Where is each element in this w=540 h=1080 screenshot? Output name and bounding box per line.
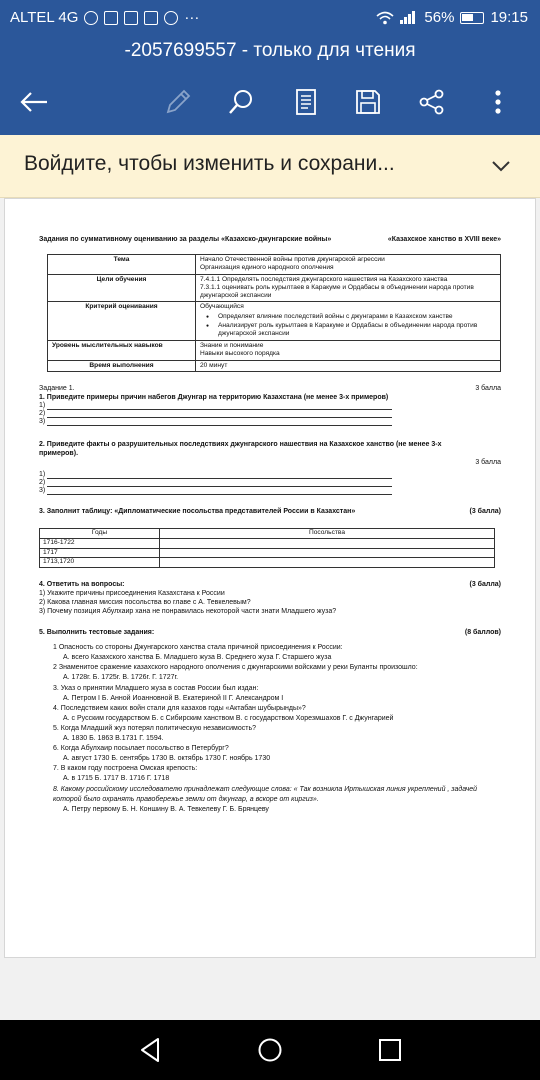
instagram-icon [144, 11, 158, 25]
task-4-score: (3 балла) [469, 580, 501, 588]
document-title: -2057699557 - только для чтения [0, 36, 540, 68]
criteria-label: Критерий оценивания [48, 302, 196, 341]
task-1-score: 3 балла [475, 384, 501, 392]
test-list: 1 Опасность со стороны Джунгарского ханства стала причиной присоединения к России: А. всего Казахского ханства Б. Младшего жуза В. Среднего жуза Г. Старшего жуза 2 Знаменитое сражение казахского народного ополчения с джунгарскими войсками у реки Буланты произошло: А. 1728г. Б. 1725г. В. 1726г. Г. 1727г. 3. Указ о принятии Младшего жуза в состав России был издан: А. Петром I Б. Анной Иоанновной В. Екатериной II Г. Александром I 4. Последствием каких войн стали для казахов годы «Актабан шубырынды»? А. с Русским государством Б. с Сибирским ханством В. с государством Хорезмшахов Г. с Джунгарией 5. Когда Младший жуз потерял политическую независимость? А. 1830 Б. 1863 В.1731 Г. 1594. 6. Когда Абулхаир посылает посольство в Петербург? А. август 1730 Б. сентябрь 1730 В. октябрь 1730 Г. ноябрь 1730 7. В каком году построена Омская крепость: А. в 1715 Б. 1717 В. 1716 Г. 1718 8. Какому российскому исследователю принадлежат следующие слова: « Так возникла Иртышская линия укреплений , задачей которой было охранять правобережье земли от джунгар, а вскоре от киргиз». А. Петру первому Б. Н. Коншину В. А. Тевкелеву Г. Б. Брянцеву [53, 644, 478, 813]
nav-recents-icon[interactable] [374, 1034, 406, 1066]
contacts-icon [124, 11, 138, 25]
table-row [48, 360, 501, 371]
document-page[interactable] [4, 198, 536, 958]
answer-line: 1) [39, 471, 501, 479]
task-2: 2. Приведите факты о разрушительных последствиях джунгарского нашествия на Казахское ханство (не менее 3-х примеров). 3 балла 1) 2) 3) [39, 441, 501, 495]
answer-line: 2) [39, 410, 501, 418]
save-icon[interactable] [346, 80, 390, 124]
back-arrow-icon[interactable] [12, 80, 56, 124]
nav-home-icon[interactable] [254, 1034, 286, 1066]
share-icon[interactable] [410, 80, 454, 124]
table-row: 1713,1720 [40, 558, 495, 568]
col-embassy: Посольства [160, 529, 495, 539]
table-row: 1716-1722 [40, 539, 495, 549]
chevron-down-icon[interactable] [490, 155, 512, 177]
embassy-table [39, 528, 495, 567]
meta-table [47, 254, 501, 372]
battery-percent: 56% [424, 9, 455, 26]
task-5-score: (8 баллов) [464, 629, 501, 637]
criteria-cell: Обучающийся ● Определяет влияние последствий войны с джунгарами в Казахском ханстве ● Анализирует роль курылтаев в Каракуме и Ордабасы в объединении народа против джунгарской экспансии [196, 302, 501, 341]
table-row [48, 274, 501, 302]
mail-icon [104, 11, 118, 25]
table-row [40, 529, 495, 539]
goals-cell: 7.4.1.1 Определять последствия джунгарского нашествия на Казахского ханства 7.3.1.1 оценивать роль курылтаев в Каракуме и Ордабасы в объединении народа против джунгарской экспансии [196, 274, 501, 302]
time-label: Время выполнения [48, 360, 196, 371]
whatsapp-icon [84, 11, 98, 25]
banner-text: Войдите, чтобы изменить и сохрани... [24, 152, 395, 175]
sign-in-banner[interactable] [0, 135, 540, 198]
signal-icon [400, 11, 418, 24]
answer-line: 3) [39, 487, 501, 495]
toolbar [0, 68, 540, 135]
status-bar [0, 0, 540, 36]
table-row [48, 302, 501, 341]
reading-mode-icon[interactable] [284, 80, 328, 124]
task-4: 4. Ответить на вопросы: (3 балла) 1) Укажите причины присоединения Казахстана к России 2) Какова главная миссия посольства во главе с А. Тевкелевым? 3) Почему позиция Абулхаир хана не понравилась некоторой части знати Младшего жуза? [39, 580, 501, 615]
task-2-score: 3 балла [475, 459, 501, 467]
document-body [39, 235, 501, 815]
level-cell: Знание и понимание Навыки высокого порядка [196, 341, 501, 360]
task-1: Задание 1. 3 балла 1. Приведите примеры причин набегов Джунгар на территорию Казахстана (не менее 3-х примеров) 1) 2) 3) [39, 384, 501, 425]
search-icon[interactable] [219, 80, 263, 124]
col-years: Годы [40, 529, 160, 539]
more-icon[interactable] [476, 80, 520, 124]
theme-cell: Начало Отечественной войны против джунгарской агрессии Организация единого народного ополчения [196, 255, 501, 274]
edit-pencil-icon[interactable] [156, 80, 200, 124]
navigation-bar [0, 1020, 540, 1080]
table-row: 1717 [40, 548, 495, 558]
time-cell: 20 минут [196, 360, 501, 371]
doc-heading: Задания по суммативному оцениванию за разделы «Казахско-джунгарские войны» «Казахское ханство в XVIII веке» [39, 236, 501, 243]
more-notifications-icon: ··· [184, 9, 200, 26]
theme-label: Тема [48, 255, 196, 274]
table-row [48, 255, 501, 274]
goals-label: Цели обучения [48, 274, 196, 302]
table-row [48, 341, 501, 360]
answer-line: 2) [39, 479, 501, 487]
level-label: Уровень мыслительных навыков [48, 341, 196, 360]
clock: 19:15 [490, 9, 528, 26]
answer-line: 3) [39, 418, 501, 426]
nav-back-icon[interactable] [134, 1034, 166, 1066]
answer-line: 1) [39, 402, 501, 410]
battery-icon [460, 12, 484, 24]
carrier-label: ALTEL 4G [10, 9, 79, 26]
wifi-icon [376, 11, 394, 25]
media-icon [164, 11, 178, 25]
task-3-score: (3 балла) [469, 508, 501, 516]
task-5: 5. Выполнить тестовые задания: (8 баллов) 1 Опасность со стороны Джунгарского ханства стала причиной присоединения к России: А. всего Казахского ханства Б. Младшего жуза В. Среднего жуза Г. Старшего жуза 2 Знаменитое сражение казахского народного ополчения с джунгарскими войсками у реки Буланты произошло: А. 1728г. Б. 1725г. В. 1726г. Г. 1727г. 3. Указ о принятии Младшего жуза в состав России был издан: А. Петром I Б. Анной Иоанновной В. Екатериной II Г. Александром I 4. Последствием каких войн стали для казахов годы «Актабан шубырынды»? А. с Русским государством Б. с Сибирским ханством В. с государством Хорезмшахов Г. с Джунгарией 5. Когда Младший жуз потерял политическую независимость? А. 1830 Б. 1863 В.1731 Г. 1594. 6. Когда Абулхаир посылает посольство в Петербург? А. август 1730 Б. сентябрь 1730 В. октябрь 1730 Г. ноябрь 1730 7. В каком году построена Омская крепость: А. в 1715 Б. 1717 В. 1716 Г. 1718 8. Какому российскому исследователю принадлежат следующие слова: « Так возникла Иртышская линия укреплений , задачей которой было охранять правобережье земли от джунгар, а вскоре от киргиз». А. Петру первому Б. Н. Коншину В. А. Тевкелеву Г. Б. Брянцеву [39, 629, 501, 813]
task-3: 3. Заполнит таблицу: «Дипломатические посольства представителей России в Казахстан» (3 балла) Годы Посольства 1716-1722 1717 1713,1720 [39, 507, 501, 567]
